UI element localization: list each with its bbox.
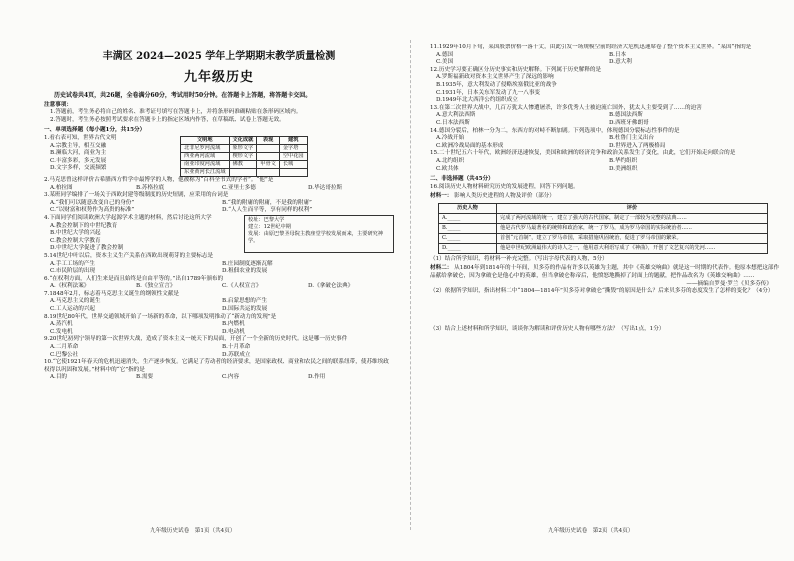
option-b: B.中世纪大学的兴起 bbox=[50, 230, 101, 237]
table-cell: 空中花园 bbox=[279, 152, 307, 160]
question-9 bbox=[44, 336, 394, 359]
option-b: B.1935年，意大利发动了侵略埃塞俄比亚的战争 bbox=[436, 81, 557, 88]
question-2 bbox=[44, 177, 394, 192]
question-stem: 5.14世纪中叶以后，资本主义生产关系在西欧出现萌芽的主要标志是 bbox=[44, 252, 214, 259]
option-b: B.德国法西斯 bbox=[609, 112, 643, 119]
material-label: 材料二： bbox=[430, 265, 453, 272]
table-cell: 象形文字 bbox=[229, 144, 257, 152]
option-b: B.十月革命 bbox=[222, 344, 251, 351]
exam-title: 丰满区 2024—2025 学年上学期期末教学质量检测 bbox=[102, 51, 336, 62]
option-c: C.内容 bbox=[222, 374, 240, 381]
table-cell: 甲骨文 bbox=[257, 160, 280, 168]
option-d: D.文字多样，交流频繁 bbox=[50, 165, 107, 172]
option-b: B.庄园制度逐渐瓦解 bbox=[222, 260, 273, 267]
exam-meta: 历史试卷共4页，共26题，全卷满分60分，考试用时50分钟。在答题卡上答题，将答题卡交回。 bbox=[54, 92, 312, 99]
figure-table bbox=[438, 203, 768, 254]
option-d: D.租佃农业的发展 bbox=[222, 268, 268, 275]
option-b: B.苏格拉底 bbox=[136, 184, 165, 191]
table-cell: 东亚黄河长江流域 bbox=[181, 168, 230, 176]
option-a: A.北约组织 bbox=[436, 157, 465, 164]
option-c: C.丰富多彩，多元发展 bbox=[50, 157, 107, 164]
question-stem: 1.看右表可知，世界古代文明 bbox=[44, 134, 117, 141]
question-13 bbox=[430, 105, 782, 128]
option-d: D.“人人生而平等，享有同样的权利” bbox=[222, 207, 313, 214]
question-stem: 16.阅读历史人物材料研究历史的发展进程，回答下列问题。 bbox=[430, 183, 579, 190]
option-b: B.启蒙思想的产生 bbox=[222, 298, 268, 305]
option-d: D.电动机 bbox=[222, 328, 245, 335]
option-d: D.作用 bbox=[308, 374, 326, 381]
question-stem: 8.19世纪80年代，世界交通领域开始了一场新的革命，以下哪项发明推动了“新动力的发现”是 bbox=[44, 313, 277, 320]
table-cell bbox=[257, 152, 280, 160]
table-header: 文化成就 bbox=[229, 136, 257, 144]
option-b: B.“我的附庸的附庸，不是我的附庸” bbox=[222, 199, 312, 206]
option-d: D.中世纪大学促进了教会控制 bbox=[50, 245, 124, 252]
option-c: C.“以财富和权势作为高贵的标准” bbox=[50, 207, 135, 214]
material-source: ——摘编自罗曼·罗兰《贝多芬传》 bbox=[686, 280, 772, 287]
section-title: 二、非选择题（共45分） bbox=[430, 176, 494, 183]
table-cell: 他是中世纪欧洲最伟大的诗人之一，他用意大利语写成了《神曲》，开创了文艺复兴的先河…… bbox=[497, 243, 768, 253]
option-c: C.欧洲冷战局面的基本形成 bbox=[436, 142, 504, 149]
sub-question-3: （3）结合上述材料和所学知识，谈谈你为解读和评价历史人物有哪些方法？（写出1点，1分） bbox=[430, 325, 665, 332]
option-b: B.《独立宣言》 bbox=[136, 283, 176, 290]
option-a: A.《权利法案》 bbox=[50, 283, 90, 290]
exam-subject: 九年级历史 bbox=[183, 70, 254, 85]
option-d: D.西班牙佛朗哥 bbox=[609, 119, 649, 126]
box-line: 发展：由原巴黎圣母院主教座堂学校发展而来，主要研究神学。 bbox=[248, 230, 383, 244]
question-11 bbox=[430, 44, 782, 67]
question-stem: 9.20世纪初列宁领导的第一次世界大战，造成了资本主义一统天下的局面，开创了一个全新的历史时代。这是哪一历史事件 bbox=[44, 336, 348, 343]
table-header: 历史人物 bbox=[439, 203, 497, 213]
option-a: A.“我们可以随意改变自己的身份” bbox=[50, 199, 135, 206]
option-a: A.柏拉图 bbox=[50, 184, 73, 191]
table-row bbox=[439, 223, 768, 233]
option-c: C.巴黎公社 bbox=[50, 351, 79, 358]
question-stem: 4.下面同学们阅读欧洲大学起源学术主题的材料，然后讨论这所大学 bbox=[44, 214, 212, 221]
option-a: A.手工工场的产生 bbox=[50, 260, 95, 267]
table-cell: 楔形文字 bbox=[229, 152, 257, 160]
box-line: 建立：12世纪中期 bbox=[248, 223, 291, 230]
option-a: A.二月革命 bbox=[50, 344, 79, 351]
table-cell: 完成了两河流域的统一，建立了强大的古代国家，制定了一部较为完整的法典…… bbox=[497, 213, 768, 223]
answer-blank[interactable]: B._____ bbox=[439, 223, 497, 233]
page-two bbox=[430, 44, 782, 514]
answer-space[interactable] bbox=[430, 296, 782, 326]
question-10 bbox=[44, 359, 394, 382]
table-header: 文明地 bbox=[181, 136, 230, 144]
option-d: D.美洲组织 bbox=[609, 165, 638, 172]
table-cell: 金字塔 bbox=[279, 144, 307, 152]
answer-blank[interactable]: A._____ bbox=[439, 213, 497, 223]
answer-blank[interactable]: C._____ bbox=[439, 233, 497, 243]
option-a: A.德国 bbox=[436, 51, 454, 58]
table-header: 评价 bbox=[497, 203, 768, 213]
question-6 bbox=[44, 276, 394, 291]
page-one bbox=[44, 46, 394, 516]
option-b: B.濒临大河，商业为主 bbox=[50, 150, 107, 157]
table-row bbox=[181, 160, 308, 168]
question-15 bbox=[430, 150, 782, 173]
option-b: B.日本 bbox=[609, 51, 627, 58]
table-row bbox=[439, 213, 768, 223]
option-a: A.马克思主义的诞生 bbox=[50, 298, 101, 305]
question-3 bbox=[44, 192, 394, 215]
section-title: 一、单项选择题（每小题1分，共15分） bbox=[44, 127, 146, 134]
table-cell: 南亚印度河流域 bbox=[181, 160, 230, 168]
option-c: C.日本法西斯 bbox=[436, 119, 470, 126]
question-14 bbox=[430, 128, 782, 151]
table-header: 表现 bbox=[257, 136, 280, 144]
notice-item: 1.答题前，考生务必将自己的姓名、准考证号填写在答题卡上，并将条形码准确粘贴在条形码区域内。 bbox=[50, 109, 302, 116]
table-cell bbox=[229, 168, 257, 176]
option-d: D.1949年北大西洋公约组织成立 bbox=[436, 97, 518, 104]
table-caption: 影响人类历史进程的人物及评价（部分） bbox=[454, 193, 555, 200]
sub-question-1: （1）结合所学知识，将材料一补充完整。（写出字母代表的人物，5分） bbox=[430, 255, 608, 262]
table-cell: 佛教 bbox=[229, 160, 257, 168]
option-c: C.工人运动的兴起 bbox=[50, 306, 96, 313]
page-divider bbox=[410, 40, 411, 530]
option-c: C.美国 bbox=[436, 59, 454, 66]
notice-item: 2.答题时，考生务必按照考试要求在答题卡上的指定区域内作答，在草稿纸、试卷上答题无效。 bbox=[50, 116, 285, 123]
option-a: A.目的 bbox=[50, 374, 68, 381]
option-b: B.杜鲁门主义出台 bbox=[609, 135, 655, 142]
option-b: B.内燃机 bbox=[222, 321, 245, 328]
option-c: C.《人权宣言》 bbox=[222, 283, 262, 290]
option-b: B.华约组织 bbox=[609, 157, 638, 164]
table-cell bbox=[257, 144, 280, 152]
option-c: C.教会控制大学教育 bbox=[50, 237, 101, 244]
table-cell: 北非尼罗河流域 bbox=[181, 144, 230, 152]
option-a: A.教会控制下的中世纪教育 bbox=[50, 222, 118, 229]
option-c: C.市民阶层的出现 bbox=[50, 268, 96, 275]
question-stem: 13.在第二次世界大战中，几百万犹太人惨遭屠杀，许多优秀人士被迫流亡国外，犹太人主要受到了……的迫害 bbox=[430, 104, 702, 111]
question-stem: 6.“在权利方面，人们生来是而且始终是自由平等的。”出自1789年颁布的 bbox=[44, 275, 224, 282]
option-b: B.需要 bbox=[136, 374, 154, 381]
option-c: C.欧共体 bbox=[436, 165, 459, 172]
option-c: C.亚里士多德 bbox=[222, 184, 256, 191]
option-d: D.毕达哥拉斯 bbox=[308, 184, 343, 191]
page-footer: 九年级历史试卷 第2页（共4页） bbox=[548, 528, 634, 534]
question-stem: 11.1929年10月下旬，某国股票价格一落千丈，由此引发一场规模空前的经济大危机迅速席卷了整个资本主义世界。“某国”指的是 bbox=[430, 44, 752, 50]
notice-title: 注意事项： bbox=[44, 101, 72, 108]
table-row bbox=[181, 152, 308, 160]
page-footer: 九年级历史试卷 第1页（共4页） bbox=[150, 528, 236, 534]
box-line: 校址：巴黎大学 bbox=[248, 216, 285, 223]
question-4 bbox=[44, 215, 394, 253]
question-16 bbox=[430, 184, 782, 334]
table-row bbox=[181, 168, 308, 176]
table-cell: 西亚两河流域 bbox=[181, 152, 230, 160]
sub-question-2: （2）依据所学知识，指出材料二中“1804—1814年”贝多芬对拿破仑“撕毁”的原因是什么？后来贝多芬的态度发生了怎样的变化？（4分） bbox=[430, 288, 774, 295]
material-text: 从1804年到1814年的十年间，贝多芬的作品有许多以英雄为主题，其中《英雄交响曲》就是这一时期的代表作。他原本想把这部作品献给拿破仑，因为拿破仑是他心中的英雄，但当拿破仑称帝后，他愤怒地撕掉了封面上的题献，把作品改名为《英雄交响曲》…… bbox=[430, 265, 780, 280]
table-cell bbox=[279, 168, 307, 176]
question-12 bbox=[430, 67, 782, 105]
option-a: A.罗斯福新政对资本主义世界产生了深远的影响 bbox=[436, 74, 554, 81]
table-cell: 他是古代罗马最著名的统帅和政治家，统一了罗马，成为罗马帝国的实际统治者…… bbox=[497, 223, 768, 233]
option-d: D.意大利 bbox=[609, 59, 632, 66]
option-a: A.蒸汽机 bbox=[50, 321, 73, 328]
question-stem: 10.“它使1921年春天的危机迅速消失，生产逐步恢复。它满足了劳动者的经济要求，是国家政权、商业和农民之间的联系纽带，使苏维埃政权得以巩固和发展。”材料中的“它”指的是 bbox=[44, 359, 389, 373]
option-c: C.发电机 bbox=[50, 328, 73, 335]
question-stem: 12.历史学习要正确区分历史事实和历史解释。下列属于历史解释的是 bbox=[430, 66, 602, 73]
question-1 bbox=[44, 135, 394, 177]
material-box bbox=[244, 215, 394, 253]
table-header: 建筑 bbox=[279, 136, 307, 144]
question-stem: 15.二十世纪五六十年代，欧洲经济迅速恢复，美国和欧洲的经济竞争和政治关系发生了变化，由此，它们开始走向联合的是 bbox=[430, 150, 736, 157]
option-c: C.1931年，日本关东军发动了九一八事变 bbox=[436, 89, 541, 96]
option-d: D.世界进入了两极格局 bbox=[609, 142, 666, 149]
table-row bbox=[439, 243, 768, 253]
table-cell: 长城 bbox=[279, 160, 307, 168]
question-stem: 7.1848年2月，标志着马克思主义诞生的纲领性文献是 bbox=[44, 290, 180, 297]
question-stem: 3.某班同学编排了一场关于西欧封建等级制度的历史短剧，应采用的台词是 bbox=[44, 192, 229, 199]
question-stem: 2.马克思曾这样评价古希腊西方哲学中最博学的人物，他被称为“百科全书式的学者”。“他”是 bbox=[44, 176, 274, 183]
question-stem: 14.德国分裂后，柏林一分为二，东西方的对峙不断加剧。下列选项中，体现德国分裂标志性事件的是 bbox=[430, 127, 680, 134]
option-d: D.《拿破仑法典》 bbox=[308, 283, 354, 290]
material-label: 材料一： bbox=[430, 193, 453, 200]
table-row bbox=[439, 233, 768, 243]
option-a: A.冷战开始 bbox=[436, 135, 465, 142]
option-d: D.国际共运的发展 bbox=[222, 306, 268, 313]
civilization-table bbox=[180, 136, 308, 177]
question-7 bbox=[44, 291, 394, 314]
option-d: D.苏联成立 bbox=[222, 351, 251, 358]
option-a: A.意大利法西斯 bbox=[436, 112, 476, 119]
question-5 bbox=[44, 253, 394, 276]
answer-blank[interactable]: D._____ bbox=[439, 243, 497, 253]
table-cell: 首创“元首制”，建立了罗马帝国，采取措施巩固统治，促进了罗马帝国的繁荣。 bbox=[497, 233, 768, 243]
question-8 bbox=[44, 314, 394, 337]
table-cell bbox=[257, 168, 280, 176]
table-row bbox=[181, 144, 308, 152]
option-a: A.宗教主导，相互交融 bbox=[50, 142, 107, 149]
